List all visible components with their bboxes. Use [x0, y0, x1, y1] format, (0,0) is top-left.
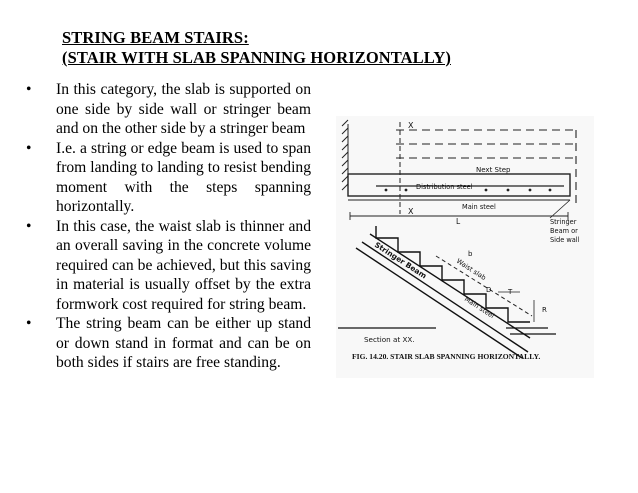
bullet-text: In this category, the slab is supported on one side by side wall or stringer beam and on the other side by a stringer beam [56, 81, 311, 137]
label-x-top: X [408, 121, 414, 130]
bullet-item [26, 217, 311, 315]
tread-riser-dims [498, 292, 534, 322]
slide-title [62, 28, 451, 68]
bullet-marker: • [26, 139, 32, 157]
label-waist-slab: Waist slab [454, 256, 488, 282]
stair-figure [336, 116, 594, 378]
stair-diagram [336, 116, 594, 378]
label-stringer-3: Side wall [550, 236, 580, 244]
label-t: T [508, 288, 513, 296]
bullet-marker: • [26, 315, 32, 332]
label-x-mid: X [408, 207, 414, 216]
label-stringer-2: Beam or [550, 227, 578, 235]
label-stringer-beam: Stringer Beam [372, 240, 429, 281]
bullet-item [26, 139, 311, 217]
label-r: R [542, 306, 547, 314]
stringer-leader [550, 200, 570, 218]
bullet-text: The string beam can be either up stand or down stand in format and can be on both sides if stairs are free standing. [56, 315, 311, 371]
bullet-text: I.e. a string or edge beam is used to span from landing to landing to resist bending moment with the steps spanning horizontally. [56, 139, 311, 215]
bullet-marker: • [26, 217, 32, 235]
label-section: Section at XX. [364, 335, 415, 344]
bullet-item [26, 80, 311, 139]
label-stringer-1: Stringer [550, 218, 577, 226]
bullet-text: In this case, the waist slab is thinner and an overall saving in the concrete volume required can be achieved, but this saving in material is usually offset by the extra formwork cost required for string beam. [56, 217, 311, 313]
bullet-marker: • [26, 81, 32, 98]
bullet-list [26, 80, 311, 373]
title-line-1: STRING BEAM STAIRS: [62, 28, 249, 47]
label-d: D [486, 286, 492, 294]
side-wall-hatch [342, 120, 348, 196]
label-span: L [456, 217, 461, 226]
label-main-steel: Main steel [462, 203, 496, 211]
bullet-item [26, 314, 311, 373]
figure-caption: FIG. 14.20. STAIR SLAB SPANNING HORIZONTALLY. [352, 352, 541, 361]
label-next-step: Next Step [476, 166, 511, 174]
label-distribution-steel: Distribution steel [416, 183, 473, 191]
label-main-steel-diag: Main steel [462, 294, 496, 321]
title-line-2: (STAIR WITH SLAB SPANNING HORIZONTALLY) [62, 48, 451, 67]
label-b: b [468, 250, 473, 258]
